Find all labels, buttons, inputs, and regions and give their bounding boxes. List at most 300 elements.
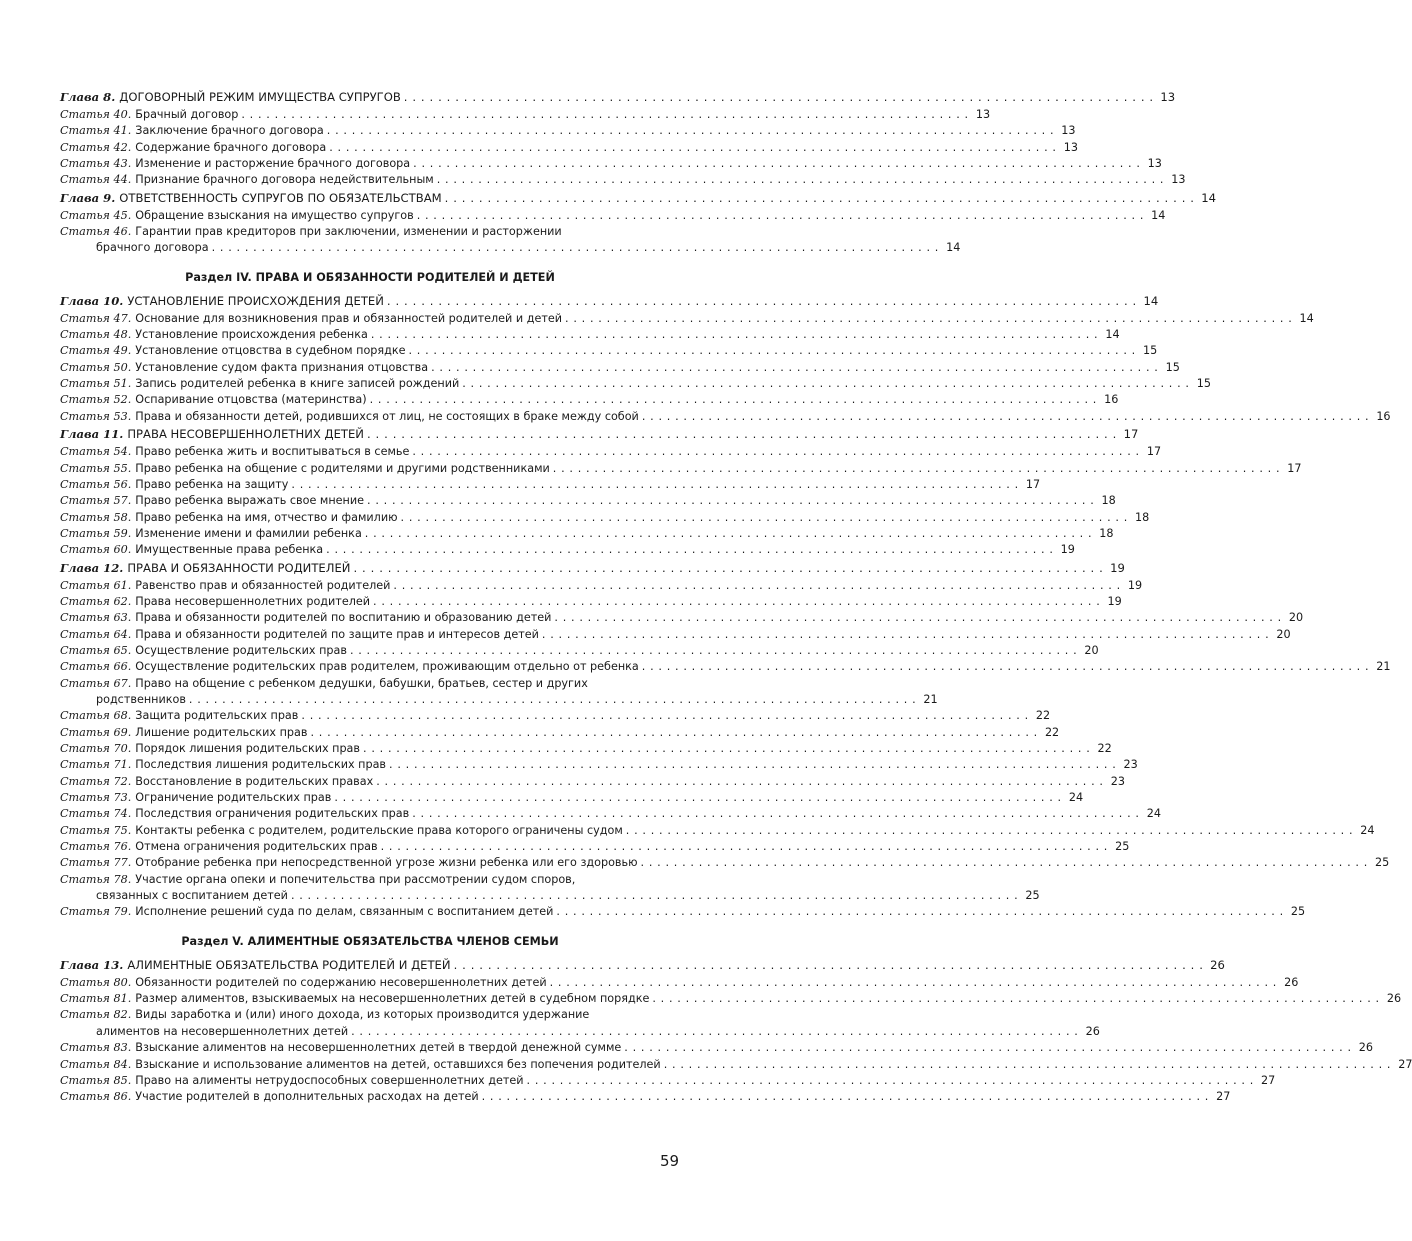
entry-line: [60, 88, 1176, 107]
entry-title: Виды заработка и (или) иного дохода, из которых производится удержание: [135, 1008, 590, 1022]
entry-title: Право на общение с ребенком дедушки, бабушки, братьев, сестер и других: [135, 676, 588, 690]
entry-label: Статья 77.: [60, 856, 132, 870]
entry-page: 25: [1115, 840, 1130, 854]
entry-line: [60, 343, 1158, 359]
entry-label: Статья 75.: [60, 823, 132, 837]
entry-page: 22: [1097, 742, 1112, 755]
entry-title: Право на алименты нетрудоспособных совершеннолетних детей: [135, 1073, 524, 1087]
dot-leader: [623, 823, 1353, 839]
entry-label: Статья 45.: [60, 208, 132, 222]
entry-line: [60, 292, 1159, 311]
entry-title: АЛИМЕНТНЫЕ ОБЯЗАТЕЛЬСТВА РОДИТЕЛЕЙ И ДЕТЕЙ: [127, 957, 451, 972]
entry-title: ДОГОВОРНЫЙ РЕЖИМ ИМУЩЕСТВА СУПРУГОВ: [119, 90, 401, 104]
toc-article-entry: [60, 1089, 1231, 1105]
entry-label: Статья 43.: [60, 157, 132, 171]
entry-label: Статья 65.: [60, 643, 132, 657]
entry-label: Статья 74.: [60, 807, 132, 821]
entry-line: [60, 610, 1304, 626]
entry-label: Статья 84.: [60, 1057, 132, 1071]
entry-label: Статья 41.: [60, 124, 132, 138]
entry-page: 24: [1068, 791, 1084, 805]
entry-page: 20: [1276, 627, 1291, 641]
entry-line: [60, 790, 1084, 806]
dot-leader: [238, 107, 968, 123]
entry-line: [60, 1089, 1231, 1105]
entry-page: 27: [1216, 1090, 1231, 1104]
dot-leader: [367, 392, 1097, 408]
entry-title: Ограничение родительских прав: [135, 791, 332, 805]
entry-label: Статья 58.: [60, 510, 132, 524]
entry-label: Статья 86.: [60, 1090, 132, 1104]
dot-leader: [368, 327, 1098, 343]
entry-line: [60, 1073, 1276, 1089]
toc-article-entry: [60, 107, 991, 123]
toc-article-entry: [60, 757, 1138, 773]
toc-article-entry: [60, 725, 1060, 741]
entry-label: Статья 42.: [60, 140, 132, 154]
entry-line: [60, 991, 1402, 1007]
entry-continuation: [60, 1024, 1100, 1040]
toc-chapter-entry: [60, 956, 1225, 975]
toc-article-entry: [60, 360, 1180, 376]
entry-label: Статья 62.: [60, 594, 132, 608]
entry-title: Последствия лишения родительских прав: [135, 758, 387, 772]
entry-title: Восстановление в родительских правах: [135, 774, 374, 788]
entry-page: 13: [975, 108, 991, 121]
dot-leader: [638, 855, 1368, 871]
entry-title: Отобрание ребенка при непосредственной угрозе жизни ребенка или его здоровью: [135, 856, 638, 870]
entry-page: 19: [1127, 578, 1143, 592]
entry-page: 26: [1210, 957, 1225, 972]
entry-label: Статья 48.: [60, 328, 132, 342]
toc-article-entry: [60, 1057, 1412, 1073]
entry-page: 17: [1287, 461, 1302, 475]
entry-label: Статья 76.: [60, 840, 132, 854]
entry-title: Заключение брачного договора: [135, 124, 324, 138]
entry-page: 16: [1376, 409, 1391, 423]
entry-line: [60, 643, 1099, 659]
dot-leader: [347, 643, 1077, 659]
entry-title: Гарантии прав кредиторов при заключении, изменении и расторжении: [135, 225, 562, 239]
entry-line: [60, 208, 1166, 224]
dot-leader: [398, 510, 1128, 526]
dot-leader: [209, 240, 939, 256]
entry-page: 18: [1135, 510, 1150, 524]
entry-page: 14: [1299, 311, 1314, 325]
dot-leader: [360, 741, 1090, 757]
entry-line: [60, 140, 1078, 156]
dot-leader: [323, 542, 1053, 558]
entry-line: [60, 542, 1075, 558]
entry-line: [60, 172, 1186, 188]
entry-page: 18: [1099, 526, 1114, 540]
entry-title: Права и обязанности родителей по защите прав и интересов детей: [135, 627, 539, 641]
entry-label: Статья 70.: [60, 742, 132, 755]
entry-continuation: [60, 240, 961, 256]
dot-leader: [364, 425, 1116, 444]
entry-title: Защита родительских прав: [135, 709, 299, 723]
entry-title: Участие родителей в дополнительных расходах на детей: [135, 1090, 479, 1104]
entry-title: Права несовершеннолетних родителей: [135, 594, 371, 608]
entry-label: Статья 56.: [60, 477, 132, 491]
toc-article-entry: [60, 409, 1391, 425]
entry-page: 20: [1288, 611, 1304, 625]
dot-leader: [414, 208, 1144, 224]
toc-article-entry: [60, 510, 1150, 526]
entry-label: Статья 54.: [60, 445, 132, 459]
entry-title: Основание для возникновения прав и обязанностей родителей и детей: [135, 311, 563, 325]
entry-label: Статья 55.: [60, 461, 132, 475]
dot-leader: [410, 156, 1140, 172]
entry-label: Глава 11.: [60, 427, 124, 442]
entry-title: Признание брачного договора недействительным: [135, 173, 434, 187]
entry-title: Равенство прав и обязанностей родителей: [135, 578, 391, 592]
entry-page: 17: [1025, 477, 1041, 491]
entry-first-line: [60, 1007, 680, 1023]
entry-title: Исполнение решений суда по делам, связанным с воспитанием детей: [135, 905, 554, 919]
entry-label: Статья 66.: [60, 660, 132, 674]
entry-line: [60, 156, 1162, 172]
entry-page: 14: [946, 241, 961, 255]
dot-leader: [428, 360, 1158, 376]
toc-article-entry: [60, 444, 1162, 460]
dot-leader: [547, 975, 1277, 991]
dot-leader: [384, 292, 1136, 311]
dot-leader: [524, 1073, 1254, 1089]
entry-label: Глава 8.: [60, 90, 116, 104]
entry-title: Право ребенка жить и воспитываться в семье: [135, 445, 410, 459]
entry-line: [60, 855, 1390, 871]
entry-title: Взыскание и использование алиментов на детей, оставшихся без попечения родителей: [135, 1057, 661, 1071]
entry-label: Глава 9.: [60, 190, 116, 205]
entry-line: [60, 839, 1130, 855]
entry-label: Глава 13.: [60, 957, 124, 972]
entry-page: 24: [1360, 823, 1375, 837]
entry-title: Права и обязанности детей, родившихся от лиц, не состоящих в браке между собой: [135, 409, 639, 423]
entry-title: Обращение взыскания на имущество супругов: [135, 208, 414, 222]
toc-article-entry: [60, 1040, 1374, 1056]
entry-first-line: [60, 224, 680, 240]
dot-leader: [390, 578, 1120, 594]
entry-title: Изменение имени и фамилии ребенка: [135, 526, 362, 540]
toc-article-entry: [60, 1007, 1100, 1040]
toc-article-entry: [60, 872, 1040, 905]
toc-article-entry: [60, 526, 1114, 542]
entry-label: Статья 53.: [60, 409, 132, 423]
entry-title: ПРАВА И ОБЯЗАННОСТИ РОДИТЕЛЕЙ: [127, 560, 351, 575]
dot-leader: [298, 708, 1028, 724]
dot-leader: [649, 991, 1379, 1007]
entry-title: УСТАНОВЛЕНИЕ ПРОИСХОЖДЕНИЯ ДЕТЕЙ: [127, 293, 384, 308]
toc-article-entry: [60, 676, 938, 709]
dot-leader: [539, 627, 1269, 643]
toc-article-entry: [60, 839, 1130, 855]
toc-chapter-entry: [60, 189, 1216, 208]
toc-article-entry: [60, 376, 1211, 392]
entry-label: Статья 63.: [60, 611, 132, 625]
entry-page: 25: [1025, 889, 1040, 903]
dot-leader: [621, 1040, 1351, 1056]
entry-page: 26: [1284, 975, 1299, 989]
toc-article-entry: [60, 643, 1099, 659]
entry-title: Право ребенка на защиту: [135, 477, 289, 491]
entry-line: [60, 107, 991, 123]
entry-title: Размер алиментов, взыскиваемых на несовершеннолетних детей в судебном порядке: [135, 992, 650, 1006]
entry-page: 15: [1165, 360, 1180, 374]
entry-line: [60, 741, 1112, 757]
entry-label: Статья 60.: [60, 543, 132, 557]
entry-label: Статья 73.: [60, 791, 132, 805]
toc-article-entry: [60, 172, 1186, 188]
entry-page: 15: [1196, 377, 1211, 391]
dot-leader: [550, 461, 1280, 477]
entry-title: Обязанности родителей по содержанию несовершеннолетних детей: [135, 975, 547, 989]
entry-label: Статья 69.: [60, 725, 132, 739]
entry-title: Участие органа опеки и попечительства при рассмотрении судом споров,: [135, 872, 576, 886]
entry-label: Статья 50.: [60, 360, 132, 374]
entry-title: Взыскание алиментов на несовершеннолетних детей в твердой денежной сумме: [135, 1041, 622, 1055]
entry-line: [60, 823, 1375, 839]
entry-page: 13: [1171, 173, 1186, 187]
entry-line: [60, 559, 1125, 578]
toc-article-entry: [60, 855, 1390, 871]
page-number: 59: [660, 1152, 680, 1170]
dot-leader: [362, 526, 1092, 542]
toc-article-entry: [60, 208, 1166, 224]
entry-label: Статья 67.: [60, 676, 132, 690]
entry-page: 13: [1147, 157, 1162, 171]
entry-title: Установление отцовства в судебном порядке: [135, 344, 406, 358]
entry-title-continued: родственников: [96, 692, 186, 706]
entry-line: [60, 708, 1051, 724]
entry-label: Статья 82.: [60, 1008, 132, 1022]
toc-article-entry: [60, 1073, 1276, 1089]
toc-article-entry: [60, 156, 1162, 172]
dot-leader: [386, 757, 1116, 773]
entry-title: Брачный договор: [135, 108, 239, 121]
dot-leader: [331, 790, 1061, 806]
entry-line: [60, 806, 1161, 822]
entry-page: 14: [1201, 190, 1216, 205]
dot-leader: [378, 839, 1108, 855]
entry-line: [60, 477, 1041, 493]
dot-leader: [409, 806, 1139, 822]
entry-title: Лишение родительских прав: [135, 725, 308, 739]
entry-page: 21: [1376, 660, 1391, 674]
dot-leader: [661, 1057, 1391, 1073]
entry-title-continued: брачного договора: [96, 241, 209, 255]
entry-continuation: [60, 888, 1040, 904]
entry-page: 13: [1061, 124, 1076, 138]
toc-article-entry: [60, 392, 1119, 408]
toc-article-entry: [60, 975, 1299, 991]
entry-line: [60, 627, 1291, 643]
entry-line: [60, 774, 1125, 790]
entry-page: 15: [1142, 344, 1158, 358]
entry-page: 24: [1146, 807, 1161, 821]
dot-leader: [288, 888, 1018, 904]
entry-page: 22: [1035, 709, 1051, 723]
entry-first-line: [60, 676, 680, 692]
entry-line: [60, 425, 1139, 444]
toc-article-entry: [60, 790, 1084, 806]
dot-leader: [326, 140, 1056, 156]
entry-title: Установление происхождения ребенка: [135, 328, 368, 342]
toc-article-entry: [60, 806, 1161, 822]
entry-line: [60, 725, 1060, 741]
dot-leader: [324, 123, 1054, 139]
entry-label: Статья 68.: [60, 709, 132, 723]
dot-leader: [373, 774, 1103, 790]
entry-line: [60, 123, 1076, 139]
entry-label: Статья 78.: [60, 872, 132, 886]
entry-page: 17: [1146, 445, 1162, 459]
toc-article-entry: [60, 823, 1375, 839]
entry-line: [60, 659, 1391, 675]
entry-label: Статья 83.: [60, 1041, 132, 1055]
entry-title: Установление судом факта признания отцовства: [135, 360, 429, 374]
entry-page: 18: [1101, 494, 1116, 508]
entry-line: [60, 1057, 1412, 1073]
dot-leader: [350, 559, 1102, 578]
entry-title-continued: связанных с воспитанием детей: [96, 889, 288, 903]
dot-leader: [307, 725, 1037, 741]
dot-leader: [401, 88, 1153, 107]
entry-title: Отмена ограничения родительских прав: [135, 840, 378, 854]
entry-page: 17: [1123, 427, 1139, 442]
entry-page: 23: [1110, 774, 1125, 788]
dot-leader: [406, 343, 1136, 359]
toc-chapter-entry: [60, 559, 1125, 578]
entry-page: 23: [1123, 758, 1138, 772]
dot-leader: [288, 477, 1018, 493]
entry-page: 14: [1105, 328, 1120, 342]
dot-leader: [562, 311, 1292, 327]
entry-title: Права и обязанности родителей по воспитанию и образованию детей: [135, 611, 552, 625]
toc-article-entry: [60, 224, 961, 257]
entry-label: Статья 72.: [60, 774, 132, 788]
entry-page: 27: [1261, 1073, 1276, 1087]
toc-chapter-entry: [60, 425, 1139, 444]
entry-page: 20: [1084, 643, 1099, 657]
entry-continuation: [60, 692, 938, 708]
dot-leader: [639, 659, 1369, 675]
dot-leader: [459, 376, 1189, 392]
entry-title: Порядок лишения родительских прав: [135, 742, 361, 755]
toc-article-entry: [60, 140, 1078, 156]
dot-leader: [364, 493, 1094, 509]
dot-leader: [451, 956, 1203, 975]
toc-article-entry: [60, 904, 1306, 920]
toc-article-entry: [60, 477, 1041, 493]
entry-page: 13: [1063, 140, 1078, 154]
entry-title: Осуществление родительских прав: [135, 643, 347, 657]
entry-title: Право ребенка на имя, отчество и фамилию: [135, 510, 398, 524]
toc-article-entry: [60, 311, 1314, 327]
toc-article-entry: [60, 327, 1120, 343]
entry-title: Содержание брачного договора: [135, 140, 327, 154]
entry-page: 26: [1358, 1041, 1374, 1055]
dot-leader: [348, 1024, 1078, 1040]
dot-leader: [442, 189, 1194, 208]
entry-page: 16: [1104, 393, 1119, 407]
toc-article-entry: [60, 343, 1158, 359]
dot-leader: [434, 172, 1164, 188]
entry-page: 19: [1060, 543, 1075, 557]
entry-title-continued: алиментов на несовершеннолетних детей: [96, 1024, 349, 1038]
entry-page: 19: [1107, 594, 1122, 608]
entry-title: Последствия ограничения родительских прав: [135, 807, 410, 821]
entry-title: Контакты ребенка с родителем, родительские права которого ограничены судом: [135, 823, 623, 837]
toc-article-entry: [60, 578, 1143, 594]
entry-line: [60, 444, 1162, 460]
entry-label: Статья 47.: [60, 311, 132, 325]
entry-label: Статья 85.: [60, 1073, 132, 1087]
dot-leader: [553, 904, 1283, 920]
toc-article-entry: [60, 542, 1075, 558]
entry-label: Статья 61.: [60, 578, 132, 592]
entry-line: [60, 461, 1302, 477]
entry-page: 21: [923, 692, 938, 706]
toc-article-entry: [60, 774, 1125, 790]
entry-title: Право ребенка на общение с родителями и другими родственниками: [135, 461, 550, 475]
entry-line: [60, 904, 1306, 920]
dot-leader: [479, 1089, 1209, 1105]
entry-line: [60, 409, 1391, 425]
entry-title: Оспаривание отцовства (материнства): [135, 393, 367, 407]
dot-leader: [551, 610, 1281, 626]
toc-article-entry: [60, 610, 1304, 626]
entry-line: [60, 1040, 1374, 1056]
entry-label: Глава 12.: [60, 560, 124, 575]
entry-label: Глава 10.: [60, 293, 124, 308]
entry-title: Имущественные права ребенка: [135, 543, 324, 557]
entry-page: 25: [1290, 905, 1306, 919]
entry-label: Статья 59.: [60, 526, 132, 540]
toc-chapter-entry: [60, 88, 1176, 107]
entry-line: [60, 578, 1143, 594]
entry-line: [60, 493, 1116, 509]
section-heading: Раздел V. АЛИМЕНТНЫЕ ОБЯЗАТЕЛЬСТВА ЧЛЕНОВ СЕМЬИ: [181, 934, 559, 948]
entry-line: [60, 392, 1119, 408]
entry-label: Статья 64.: [60, 627, 132, 641]
dot-leader: [370, 594, 1100, 610]
entry-title: Запись родителей ребенка в книге записей рождений: [135, 377, 460, 391]
entry-line: [60, 975, 1299, 991]
section-heading: Раздел IV. ПРАВА И ОБЯЗАННОСТИ РОДИТЕЛЕЙ И ДЕТЕЙ: [185, 270, 555, 284]
entry-label: Статья 51.: [60, 377, 132, 391]
dot-leader: [409, 444, 1139, 460]
entry-line: [60, 956, 1225, 975]
entry-page: 13: [1160, 90, 1176, 104]
entry-page: 25: [1375, 856, 1390, 870]
entry-title: Право ребенка выражать свое мнение: [135, 494, 365, 508]
entry-label: Статья 44.: [60, 173, 132, 187]
entry-label: Статья 40.: [60, 108, 132, 121]
entry-page: 26: [1386, 992, 1402, 1006]
entry-line: [60, 376, 1211, 392]
entry-label: Статья 46.: [60, 225, 132, 239]
toc-article-entry: [60, 741, 1112, 757]
dot-leader: [639, 409, 1369, 425]
entry-title: ОТВЕТСТВЕННОСТЬ СУПРУГОВ ПО ОБЯЗАТЕЛЬСТВАМ: [119, 190, 442, 205]
entry-page: 22: [1044, 725, 1060, 739]
entry-page: 19: [1110, 560, 1125, 575]
entry-line: [60, 757, 1138, 773]
toc-article-entry: [60, 991, 1402, 1007]
entry-page: 14: [1143, 293, 1159, 308]
entry-page: 26: [1085, 1024, 1100, 1038]
